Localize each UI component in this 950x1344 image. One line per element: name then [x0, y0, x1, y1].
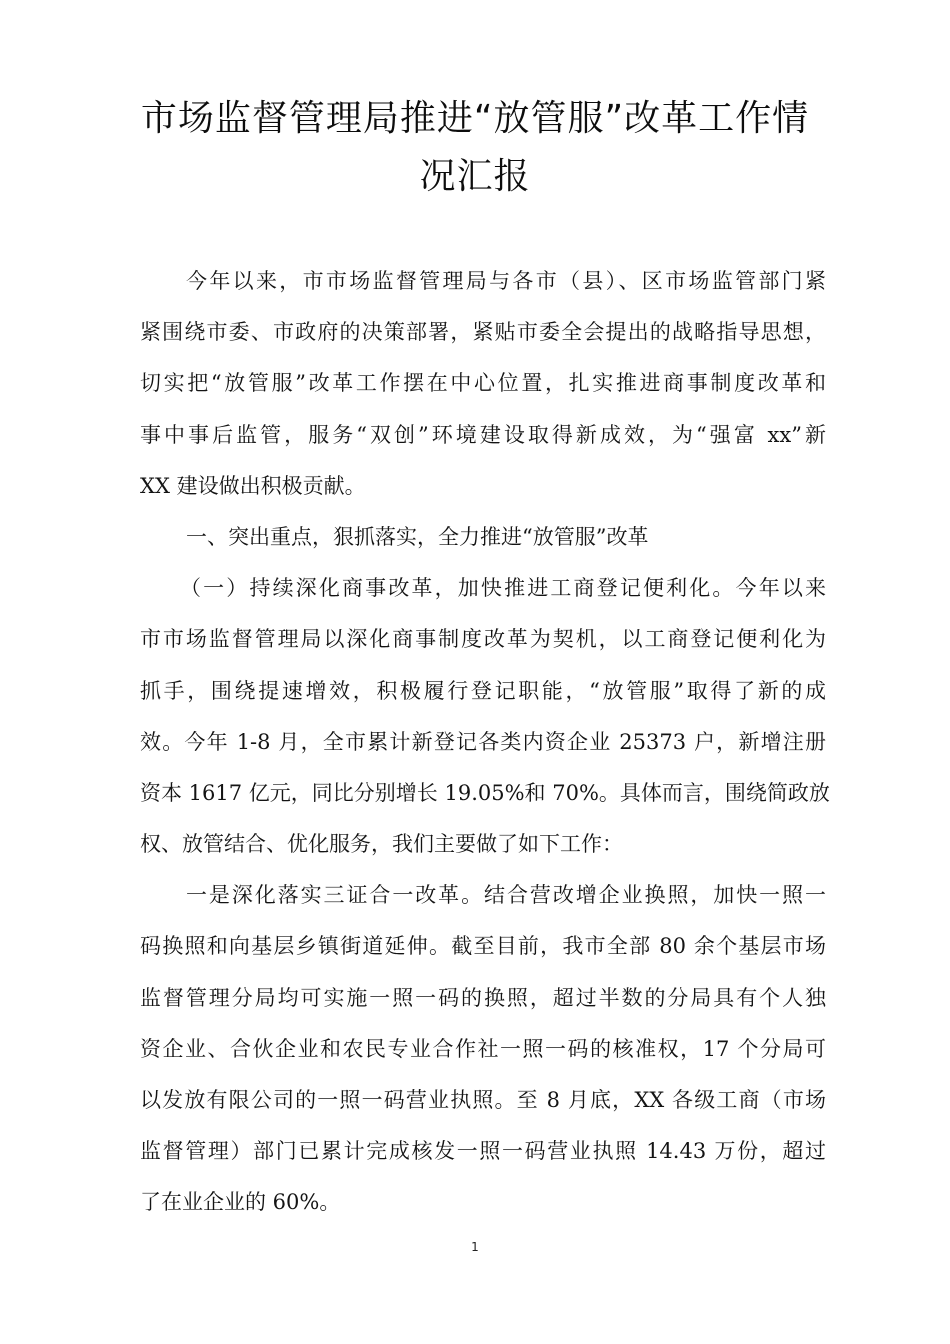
intro-paragraph-line: XX 建设做出积极贡献。 — [140, 473, 366, 498]
point-paragraph-line: 监督管理）部门已累计完成核发一照一码营业执照 14.43 万份，超过 — [140, 1139, 826, 1164]
subsection-paragraph-line: 市市场监督管理局以深化商事制度改革为契机，以工商登记便利化为 — [140, 627, 826, 652]
document-title — [100, 90, 850, 206]
intro-paragraph-line: 紧围绕市委、市政府的决策部署，紧贴市委全会提出的战略指导思想， — [140, 320, 826, 345]
section-heading: 一、突出重点，狠抓落实，全力推进“放管服”改革 — [186, 524, 649, 549]
intro-paragraph-line: 切实把“放管服”改革工作摆在中心位置，扎实推进商事制度改革和 — [140, 371, 826, 396]
document-body — [140, 256, 830, 1229]
point-paragraph-line: 资企业、合伙企业和农民专业合作社一照一码的核准权，17 个分局可 — [140, 1036, 826, 1061]
subsection-paragraph-line: 抓手，围绕提速增效，积极履行登记职能，“放管服”取得了新的成 — [140, 678, 826, 703]
point-paragraph-line: 码换照和向基层乡镇街道延伸。截至目前，我市全部 80 余个基层市场 — [140, 934, 826, 959]
intro-paragraph-line: 事中事后监管，服务“双创”环境建设取得新成效，为“强富 xx”新 — [140, 422, 826, 447]
title-line-1: 市场监督管理局推进“放管服”改革工作情 — [140, 98, 810, 139]
intro-paragraph-line: 今年以来，市市场监督管理局与各市（县）、区市场监管部门紧 — [186, 269, 826, 293]
point-paragraph-line: 了在业企业的 60%。 — [140, 1190, 341, 1215]
title-line-2: 况汇报 — [419, 156, 531, 197]
point-paragraph-line: 一是深化落实三证合一改革。结合营改增企业换照，加快一照一 — [186, 883, 826, 908]
subsection-paragraph-line: 效。今年 1-8 月，全市累计新登记各类内资企业 25373 户，新增注册 — [140, 729, 826, 754]
page-number: 1 — [471, 1240, 479, 1254]
subsection-paragraph-line: 权、放管结合、优化服务，我们主要做了如下工作： — [140, 832, 623, 857]
point-paragraph-line: 以发放有限公司的一照一码营业执照。至 8 月底，XX 各级工商（市场 — [140, 1088, 826, 1112]
point-paragraph-line: 监督管理分局均可实施一照一码的换照，超过半数的分局具有个人独 — [140, 985, 826, 1010]
subsection-paragraph-line: 资本 1617 亿元，同比分别增长 19.05%和 70%。具体而言，围绕简政放 — [140, 780, 830, 805]
subsection-paragraph-line: （一）持续深化商事改革，加快推进工商登记便利化。今年以来 — [180, 576, 826, 601]
